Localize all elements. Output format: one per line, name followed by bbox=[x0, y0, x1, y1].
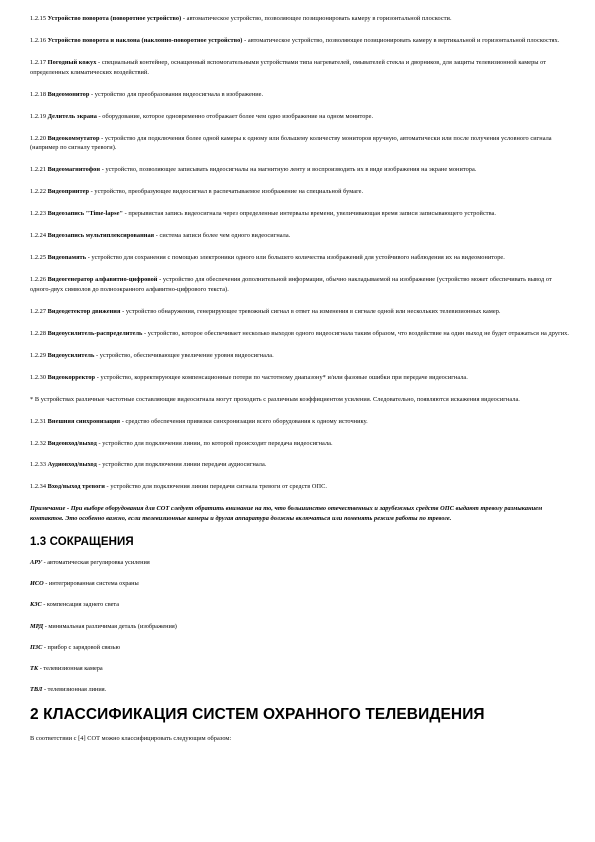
definition-item bbox=[30, 14, 573, 24]
definition-term: Аудиовход/выход bbox=[47, 461, 97, 469]
definition-item bbox=[30, 482, 573, 492]
definition-text: - устройство для преобразования видеосигнала в изображение. bbox=[91, 90, 264, 98]
definition-item bbox=[30, 275, 573, 294]
definition-item bbox=[30, 395, 573, 405]
definition-item bbox=[30, 90, 573, 100]
definition-item bbox=[30, 329, 573, 339]
abbreviation-item bbox=[30, 664, 573, 673]
definition-text: - устройство для подключения линии передачи аудиосигнала. bbox=[98, 461, 267, 469]
definition-item bbox=[30, 209, 573, 219]
definition-text: - устройство обнаружения, генерирующее тревожный сигнал в ответ на изменения в сигнале одной или нескольких телевизионных камер. bbox=[122, 307, 501, 315]
definition-term: Внешняя синхронизация bbox=[47, 417, 121, 425]
abbreviation-key: КЗС bbox=[30, 601, 42, 609]
definition-text: * В устройствах различные частотные составляющие видеосигнала могут проходить с различным коэффициентом усиления. Следовательно, появляются искажения видеосигнала. bbox=[30, 395, 520, 403]
definition-number: 1.2.34 bbox=[30, 483, 47, 491]
definition-number: 1.2.30 bbox=[30, 373, 47, 381]
definition-term: Видеомагнитофон bbox=[47, 166, 101, 174]
definition-term: Устройство поворота и наклона (наклонно-поворотное устройство) bbox=[47, 36, 243, 44]
definition-text: - устройство, обеспечивающее увеличение уровня видеосигнала. bbox=[96, 351, 274, 359]
abbreviation-key: ИСО bbox=[30, 580, 44, 588]
definition-term: Видеокорректор bbox=[47, 373, 96, 381]
abbreviation-item bbox=[30, 685, 573, 694]
definition-term: Видеозапись мультиплексированная bbox=[47, 232, 155, 240]
definition-item bbox=[30, 165, 573, 175]
definition-item bbox=[30, 112, 573, 122]
abbreviation-item bbox=[30, 643, 573, 652]
definition-item bbox=[30, 351, 573, 361]
abbreviation-key: МРД bbox=[30, 622, 44, 630]
definition-term: Погодный кожух bbox=[47, 58, 97, 66]
abbreviation-item bbox=[30, 622, 573, 631]
definition-term: Видеопринтер bbox=[47, 188, 90, 196]
definition-term: Видеоусилитель bbox=[47, 351, 95, 359]
definition-number: 1.2.20 bbox=[30, 134, 47, 142]
definition-number: 1.2.29 bbox=[30, 351, 47, 359]
definition-text: - устройство, преобразующее видеосигнал в распечатываемое изображение на специальной бумаге. bbox=[90, 188, 364, 196]
definition-number: 1.2.31 bbox=[30, 417, 47, 425]
definition-text: - система записи более чем одного видеосигнала. bbox=[155, 232, 291, 240]
classification-intro: В соответствии с [4] СОТ можно классифицировать следующим образом: bbox=[30, 735, 232, 743]
definition-number: 1.2.19 bbox=[30, 112, 47, 120]
definition-number: 1.2.18 bbox=[30, 90, 47, 98]
definition-number: 1.2.26 bbox=[30, 276, 47, 284]
definition-text: - оборудование, которое одновременно отображает более чем одно изображение на одном мониторе. bbox=[98, 112, 374, 120]
abbreviation-text: - интегрированная система охраны bbox=[45, 580, 139, 588]
definition-item bbox=[30, 187, 573, 197]
definition-text: - устройство для подключения линии, по которой происходит передача видеосигнала. bbox=[98, 439, 333, 447]
definition-text: - устройство для подключения более одной камеры к одному или большему количеству мониторов вручную, автоматически или после получения условного сигнала (например по сигналу тревоги). bbox=[30, 134, 552, 152]
section-classification-heading: 2 КЛАССИФИКАЦИЯ СИСТЕМ ОХРАННОГО ТЕЛЕВИДЕНИЯ bbox=[30, 706, 485, 724]
abbreviation-item bbox=[30, 600, 573, 609]
abbreviation-key: ТК bbox=[30, 664, 39, 672]
definition-text: - автоматическое устройство, позволяющее позиционировать камеру в вертикальной и горизонтальной плоскостях. bbox=[244, 36, 560, 44]
definition-number: 1.2.27 bbox=[30, 307, 47, 315]
definition-item bbox=[30, 231, 573, 241]
definition-term: Видеогенератор алфавитно-цифровой bbox=[47, 276, 158, 284]
definition-term: Видеоусилитель-распределитель bbox=[47, 329, 143, 337]
definition-text: - устройство для подключения линии передачи сигнала тревоги от средств ОПС. bbox=[106, 483, 327, 491]
definition-number: 1.2.24 bbox=[30, 232, 47, 240]
definition-term: Вход/выход тревоги bbox=[47, 483, 105, 491]
definition-term: Видеопамять bbox=[47, 254, 87, 262]
definition-text: - устройство для обеспечения дополнительной информации, обычно накладываемой на изображение (устройство может обеспечивать вывод от одного-двух символов до полноэкранного алфавитно-цифрового текста). bbox=[30, 276, 552, 293]
definition-item bbox=[30, 460, 573, 470]
definition-number: 1.2.32 bbox=[30, 439, 47, 447]
abbreviation-key: ПЗС bbox=[30, 643, 43, 651]
definition-item bbox=[30, 58, 573, 77]
abbreviation-text: - компенсация заднего света bbox=[43, 601, 120, 609]
definition-item bbox=[30, 373, 573, 383]
definition-text: - устройство, которое обеспечивает несколько выходов одного видеосигнала таким образом, что воздействие на один выход не будет отражаться на других. bbox=[144, 329, 569, 337]
abbreviations-list bbox=[30, 558, 573, 694]
definition-number: 1.2.22 bbox=[30, 188, 47, 196]
abbreviation-item bbox=[30, 579, 573, 588]
definition-text: - устройство, позволяющее записывать видеосигналы на магнитную ленту и воспроизводить их в виде изображения на экране монитора. bbox=[101, 166, 477, 174]
definition-number: 1.2.28 bbox=[30, 329, 47, 337]
abbreviation-text: - телевизионная линия. bbox=[43, 686, 107, 694]
definition-item bbox=[30, 253, 573, 263]
definition-item bbox=[30, 307, 573, 317]
definition-term: Видеозапись "Time-lapse" bbox=[47, 210, 123, 218]
definition-text: - средство обеспечения привязки синхронизации всего оборудования к одному источнику. bbox=[121, 417, 368, 425]
definition-text: - устройство для сохранения с помощью электроники одного или большего количества изображений для устойчивого наблюдения их на видеомониторе. bbox=[87, 254, 505, 262]
definition-number: 1.2.17 bbox=[30, 58, 47, 66]
definition-number: 1.2.25 bbox=[30, 254, 47, 262]
note-paragraph: Примечание - При выборе оборудования для СОТ следует обратить внимание на то, что большинство отечественных и зарубежных средств ОПС выдают тревогу размыканием контактов. Это особенно важно, если телевизионные камеры и другая аппаратура должны включаться или поменять режим работы по тревоге. bbox=[30, 505, 543, 523]
abbreviation-key: ТВЛ bbox=[30, 686, 43, 694]
abbreviation-text: - прибор с зарядовой связью bbox=[43, 643, 121, 651]
definition-text: - устройство, корректирующее компенсационные потери по частотному диапазону* и/или фазовые ошибки при передаче видеосигнала. bbox=[96, 373, 468, 381]
abbreviation-text: - телевизионная камера bbox=[39, 664, 103, 672]
section-abbreviations-heading: 1.3 СОКРАЩЕНИЯ bbox=[30, 536, 134, 549]
abbreviation-item bbox=[30, 558, 573, 567]
definition-number: 1.2.21 bbox=[30, 166, 47, 174]
definition-term: Видеовход/выход bbox=[47, 439, 97, 447]
definition-item bbox=[30, 417, 573, 427]
abbreviation-key: АРУ bbox=[30, 559, 42, 567]
definition-number: 1.2.16 bbox=[30, 36, 47, 44]
abbreviation-text: - минимальная различимая деталь (изображения) bbox=[44, 622, 177, 630]
definition-number: 1.2.33 bbox=[30, 461, 47, 469]
definition-item bbox=[30, 134, 573, 153]
definition-term: Видеодетектор движения bbox=[47, 307, 121, 315]
definition-term: Устройство поворота (поворотное устройство) bbox=[47, 15, 182, 22]
definition-item bbox=[30, 439, 573, 449]
definition-text: - специальный контейнер, оснащенный вспомогательными устройствами типа нагревателей, омывателей стекла и дворников, для защиты телевизионной камеры от определенных климатических воздействий. bbox=[30, 58, 547, 76]
abbreviation-text: - автоматическая регулировка усиления bbox=[43, 559, 150, 567]
definition-number: 1.2.23 bbox=[30, 210, 47, 218]
definition-text: - автоматическое устройство, позволяющее позиционировать камеру в горизонтальной плоскости. bbox=[182, 15, 452, 22]
definition-term: Делитель экрана bbox=[47, 112, 97, 120]
definition-item bbox=[30, 36, 573, 46]
definition-term: Видеомонитор bbox=[47, 90, 90, 98]
definition-term: Видеокоммутатор bbox=[47, 134, 100, 142]
definitions-list bbox=[30, 14, 573, 492]
definition-number: 1.2.15 bbox=[30, 15, 47, 22]
definition-text: - прерывистая запись видеосигнала через определенные интервалы времени, увеличивающая время записи записывающего устройства. bbox=[124, 210, 496, 218]
